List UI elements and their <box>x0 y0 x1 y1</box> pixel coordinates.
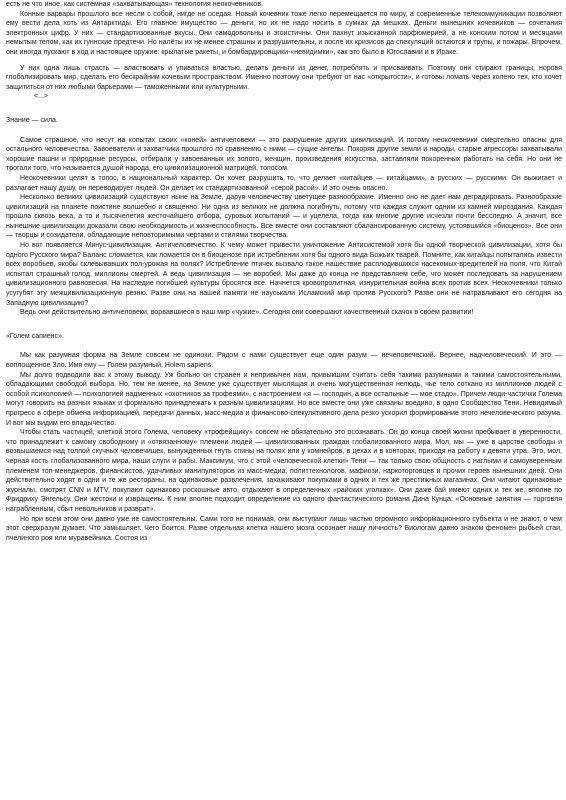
paragraph: есть не что иное, как системная «захватывающая» технология неокочевников. <box>6 1 263 8</box>
paragraph: Но при всем этом они давно уже не самостоятельны. Сами того не понимая, они выступают лишь частью огромного информационного субъекта и не знают, о чем этот сверхразум думает. Что замышляет. Чего боится. Разве отдельная клетка нашего мозга осознает нашу личность? Биологам давно знаком феномен рыбьей стаи, пчелиного роя или муравейника. Состоя из <box>6 515 562 542</box>
paragraph: Неокочевники целят в топос, в национальный характер. Он хочет разрушить то, что делает «китайцев — китайцами», а русских — русскими. Он выжигает и разлагает нашу душу, он переводирует людей. Он делает их стандартизованной «серой расой». И это очень опасно. <box>6 174 562 192</box>
paragraph: Конные варвары прошлого все несли с собой, нигде не оседая. Новый кочевник тоже легко перемещается по миру, а современные телекоммуникации позволяют ему вести дела хоть из Антарктиды. Его главное имущество — деньги, но их не надо носить в сумках да мешках. Деньги нынешних кочевников — сочетания электронных цифр. У них — стандартизованные вкусы. Они самодовольны и эгоистичны. Они пахнут изысканной парфюмерией, а не конским потом и месяцами немытым телом, как их гуннские предтечи. Но налёты их не менее страшны и разрушительны, и после их кризисов да спекуляций остаются и трупы, и пожары. Впрочем, они иногда пускают в ход и настоящее оружие: крылатые ракеты, и бомбардировщики-«невидимки», как это было в Югославии и в Ираке. <box>6 10 562 56</box>
paragraph: Несколько великих цивилизаций существуют ныне на Земле, даруя человечеству цветущее разнообразие. Именно оно не дает нам деградировать. Разнообразие цивилизаций на планете поистине волшебно и священно. Ни одна из великих не должна погибнуть, потому что каждая служит одним из камней мироздания. Каждая прошла сквозь века, а то и тысячелетия жесточайшего отбора, суровых испытаний — и уцелела, тогда как многие другие исчезли почти бесследно. А значит, все нынешние цивилизации доказали свою необходимость и жизнеспособность. Все вместе они составляют сбалансированную систему, устоявшийся «биоценоз». Все они — творцы и созидатели, обладающие неповторимыми чертами и стилями творчества. <box>6 194 562 240</box>
paragraph: У них одна лишь страсть — властвовать и упиваться властью, делать деньги из денег, потреблять и присваивать. Поэтому они стирают границы, норовя глобализировать мир, сделать его бескрайним кочевым пространством. Именно поэтому они требуют от нас «открытости», и готовы ломать через колено тех, кто хочет защититься от них любыми барьерами — таможенными или культурными. <box>6 64 562 91</box>
paragraph: Мы долго подводили вас к этому выводу. Уж больно он странен и непривычен нам, привыкшим считать себя такими разумными и такими самостоятельными, обладающими свободой выбора. Но, тем не менее, на Земле уже существует мыслящая и очень могущественная нелюдь, чье тело соткано из миллионов людей с особой психологией — психологией надменных «охотников за трофеями», с настроением «я — господин, а все остальные — мое стадо». Причем люди-частички Голема могут говорить на разных языках и формально принадлежать к разным цивилизациям. Но все вместе они уже связаны воедино, в одно Сообщество Тени. Невидимый прогресс в сфере обмена информацией, передачи данных, масс-медиа и финансово-спекулятивного дела резко ускорил формирование этого нечеловеческого разума. И вот мы видим его владычество. <box>6 371 562 427</box>
paragraph: Мы как разумная форма на Земле совсем не одиноки. Рядом с нами существует еще один разум — нечеловеческий. Вернее, надчеловеческий. И это — воплощенное Зло. Имя ему — Голем разумный, Holem sapiens. <box>6 352 562 369</box>
paragraph: Чтобы стать частицей, клеткой этого Голема, человеку «трофейщику» совсем не обязательно это осознавать. Он до конца своей жизни пребывает в уверенности, что принадлежит к самому свободному и «отвязанному» племени людей — цивилизованных граждан глобализованного мира. Мол, мы — уже в царстве свободы и возвышаемся над толпой скучных человечишек, вынужденных гнуть спины на полях или у комнейров, в цехах и в конторах, приходя на работу к девяти утра. Это, мол, черная кость глобализованного мира, наши слуги и рабы. Максимум, что с этой «человеческой клетки» Тени — так только свою общность с наглыми и самоуверенным племенем топ-менеджеров, финансистов, удачливых манипуляторов из масс-медиа, политтехнологов, мафиози, наркоторговцев и прочих героев нынешних дней. Они действительно ходят в одни и те же рестораны, на одинаковые развлечения, захаживают покупками в одних и тех же престижных магазинах. Они читают одинаковые журналы, смотрят CNN и MTV, покупают одинаково роскошные авто, отдыхают в определенных «райских уголках». Они даже бай имеют одних и тех же, вполне по Фридриху Энгельсу. Они жестоки и извращены. К ним вполне подходит определение из одного фантастического романа Дина Кунца: «Основные занятия — торговля награбленным, сбыт невольников и разврат». <box>6 429 562 513</box>
ellipsis-marker: <...> <box>34 93 49 101</box>
section-heading-golem: «Голем сапиенс». <box>6 332 64 340</box>
paragraph: Самое страшное, что несут на копытах своих «коней» античеловеки — это разрушение других цивилизаций. И потому неокочевники смертельно опасны для остального человечества. Завоеватели и захватчики прошлого по сравнению с ними — сущие ангелы. Покоряя другие земли и народы, старые агрессоры захватывали хорошие пашни и природные ресурсы, отбирали у завоеванных их золото, женщин, произведения искусства, заставляли покоренных работать на себя. Но они не трогали того, что называется душой народа, его цивилизационной матрицей, топосом. <box>6 136 562 173</box>
paragraph: Ведь они действительно античеловеки, ворвавшиеся в наш мир «чужие». Сегодня они совершают качественный скачок в своем развитии! <box>20 309 474 317</box>
paragraph: Но вот появляется Минус-цивилизация. Античеловечество. К чему может привести уничтожение Антисистемой хотя бы одной творческой цивилизации, хотя бы одного Русского мира? Баланс сломается, как ломается он в биоценозе при истреблении хотя бы одного вида Божьих тварей. Помните, как китайцы попытались извести всех воробьев, якобы склевывавших пол-урожая на полях? Истребление птичек вызвало такое нашествие расплодившихся насекомых-вредителей на поля, что Китай испытал страшный голод, миллионы смертей. А ведь цивилизация — не воробей. Мы даже до конца не представляем себе, что может последовать за нарушением цивилизационного равновесия. На наследие погибшей культуры бросятся все. Начнется кровопролитная, изнурительная война всех против всех. Неокочевники только усугубят эту межцивилизационную резню. Разве они на нашей памяти не науськали Исламский мир против Русского? Разве они не натравливают его сегодня на Западную цивилизацию? <box>6 242 562 307</box>
section-heading-knowledge: Знание — сила. <box>6 116 58 124</box>
